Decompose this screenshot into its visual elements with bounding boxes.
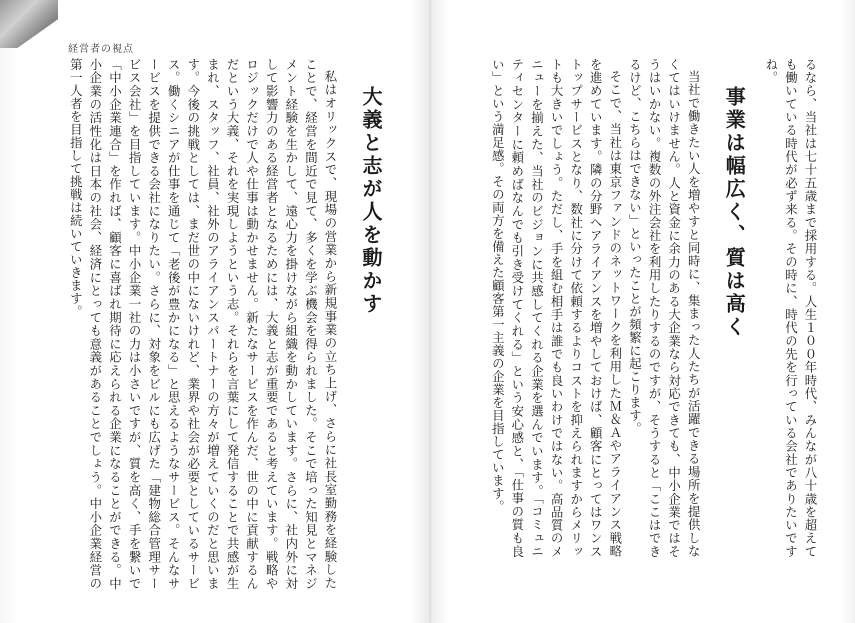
paragraph: そこで、当社は東京ファンドのネットワークを利用したＭ＆Ａやアライアンス戦略を進めています。隣の分野へアライアンスを増やしておけば、顧客にとってはワンストップサービスとなり、数社に分けて依頼するよりコストを抑えられますからメリットも大きいでしょう。ただし、手を組む相手は誰でも良いわけではない。高品質のメニューを揃えた、当社のビジョンに共感してくれる企業を選んでいます。「コミュニティセンターに頼めばなんでも引き受けてくれる」という安心感と、「仕事の質も良い」という満足感。その両方を備えた顧客第一主義の企業を目指しています。	[490, 58, 623, 558]
section-heading-left: 大義と志が人を動かす	[359, 86, 383, 316]
intro-paragraph: るなら、当社は七十五歳まで採用する。人生１００年時代、みんなが八十歳を超えても働いている時代が必ず来る。その時に、時代の先を行っている会社でありたいですね。	[763, 58, 818, 558]
section-heading-right: 事業は幅広く、質は高く	[722, 86, 747, 339]
paragraph: 当社で働きたい人を増やすと同時に、集まった人たちが活躍できる場所を提供しなくてはいけません。人と資金に余力のある大企業なら対応できても、中小企業ではそうはいかない。複数の外注会社を利用したりするのですが、そうすると「ここはできるけど、こちらはできない」といったことが頻繁に起こります。	[627, 58, 702, 558]
page-curl-decoration	[0, 0, 58, 48]
left-page	[62, 58, 398, 590]
paragraph: 私はオリックスで、現場の営業から新規事業の立ち上げ、さらに社長室勤務を経験したことで、経営を間近で見て、多くを学ぶ機会を得られました。そこで培った知見とマネジメント経験を生かして、遠心力を掛けながら組織を動かしています。さらに、社内外に対して影響力のある経営者となるためには、大義と志が重要であると考えています。戦略やロジックだけで人や仕事は動かせません。新たなサービスを作んだ、世の中に貢献するんだという大義、それを実現しようという志。それらを言葉にして発信することで共感が生まれ、スタッフ、社員、社外のアライアンスパートナーの方々が増えていくのだと思います。今後の挑戦としては、まだ世の中にないけれど、業界や社会が必要としているサービス。働くシニアが仕事を通じて「老後が豊かになる」と思えるようなサービス。そんなサービスを提供できる会社になりたい。さらに、対象をビルにも広げた「建物総合管理サービス会社」を目指しています。中小企業一社の力は小さいですが、質を高く、手を繋いで「中小企業連合」を作れば、顧客に喜ばれ期待に応えられる企業になることができる。中小企業の活性化は日本の社会、経済にとっても意義があることでしょう。中小企業経営の第一人者を目指して挑戦は続いていきます。	[68, 58, 338, 590]
right-page	[455, 58, 820, 558]
running-head: 経営者の視点	[68, 44, 134, 55]
